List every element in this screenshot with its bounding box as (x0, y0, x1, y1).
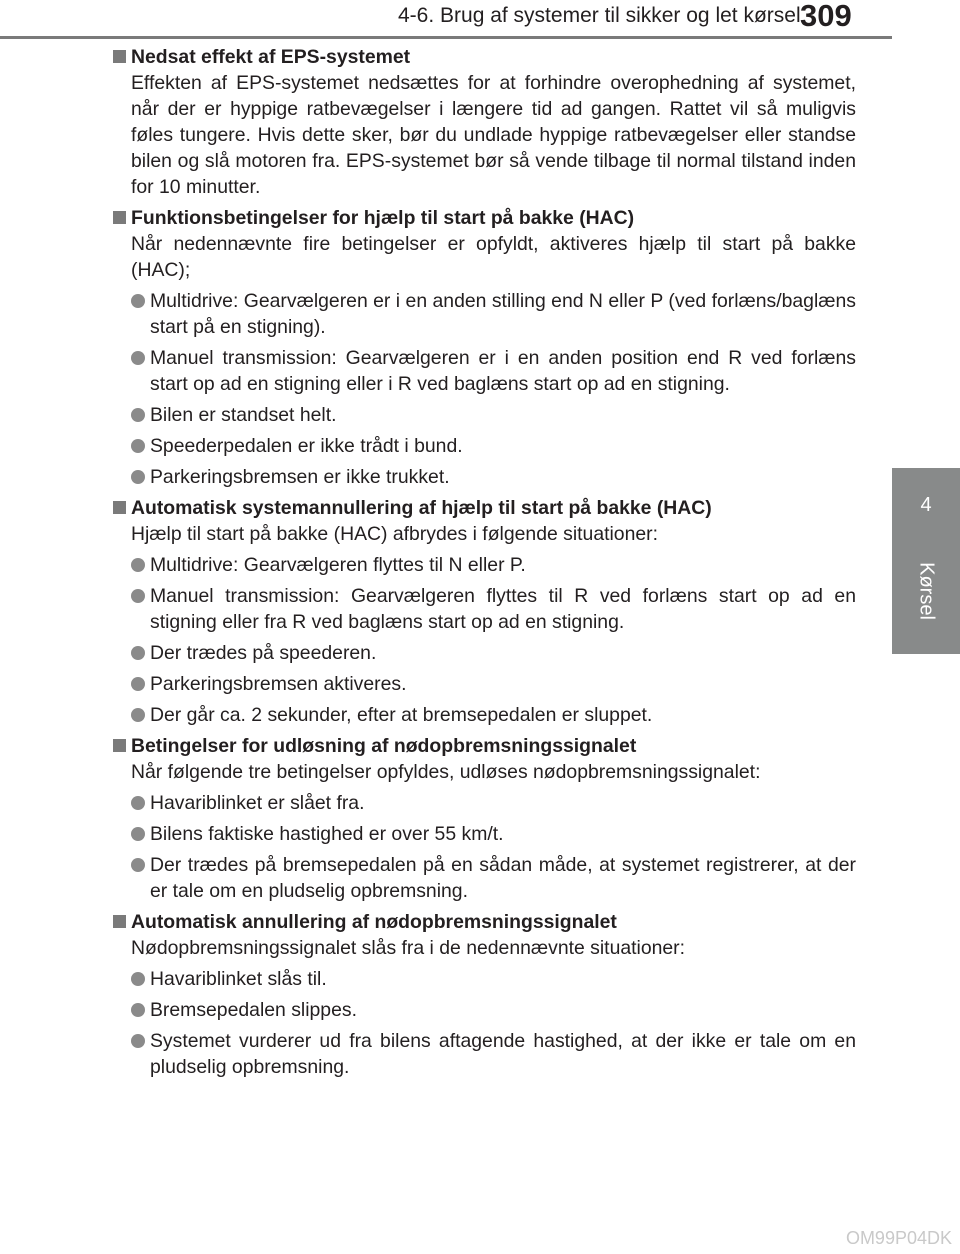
bullet-dot-icon (131, 827, 145, 841)
bullet-list (111, 790, 856, 904)
list-item (111, 790, 856, 816)
list-item (111, 583, 856, 635)
bullet-dot-icon (131, 589, 145, 603)
list-item-text: Bilen er standset helt. (150, 404, 337, 426)
square-bullet-icon (113, 501, 126, 514)
section-heading (111, 205, 856, 231)
bullet-list (111, 552, 856, 728)
section (111, 495, 856, 728)
bullet-dot-icon (131, 708, 145, 722)
list-item (111, 966, 856, 992)
section-paragraph: Når følgende tre betingelser opfyldes, udløses nødopbremsningssignalet: (131, 761, 761, 783)
section-title: 4-6. Brug af systemer til sikker og let kørsel (398, 4, 801, 27)
section-heading (111, 733, 856, 759)
list-item (111, 821, 856, 847)
list-item-text: Speederpedalen er ikke trådt i bund. (150, 435, 463, 457)
bullet-list (111, 966, 856, 1080)
section (111, 733, 856, 904)
list-item-text: Manuel transmission: Gearvælgeren er i en anden position end R ved forlæns start op ad en stigning eller i R ved baglæns start op ad en stigning. (150, 347, 856, 395)
bullet-dot-icon (131, 972, 145, 986)
chapter-tab (892, 468, 960, 654)
list-item (111, 552, 856, 578)
bullet-dot-icon (131, 294, 145, 308)
list-item (111, 671, 856, 697)
list-item (111, 997, 856, 1023)
section-heading-text: Automatisk systemannullering af hjælp til start på bakke (HAC) (131, 497, 712, 519)
section-paragraph: Nødopbremsningssignalet slås fra i de nedennævnte situationer: (131, 937, 686, 959)
bullet-dot-icon (131, 858, 145, 872)
list-item-text: Parkeringsbremsen er ikke trukket. (150, 466, 450, 488)
list-item-text: Manuel transmission: Gearvælgeren flyttes til R ved forlæns start op ad en stigning eller fra R ved baglæns start op ad en stigning. (150, 585, 856, 633)
list-item (111, 464, 856, 490)
section (111, 205, 856, 490)
section-heading-text: Funktionsbetingelser for hjælp til start på bakke (HAC) (131, 207, 635, 229)
chapter-tab-number: 4 (920, 494, 932, 516)
header-rule (0, 36, 892, 39)
section-paragraph: Effekten af EPS-systemet nedsættes for at forhindre overophedning af systemet, når der er hyppige ratbevægelser i længere tid ad gangen. Rattet vil så muligvis føles tungere. Hvis dette sker, bør du undlade hyppige ratbevægelser eller standse bilen og slå motoren fra. EPS-systemet bør så vende tilbage til normal tilstand inden for 10 minutter. (131, 72, 856, 198)
square-bullet-icon (113, 50, 126, 63)
bullet-dot-icon (131, 796, 145, 810)
bullet-dot-icon (131, 677, 145, 691)
square-bullet-icon (113, 915, 126, 928)
section-heading (111, 909, 856, 935)
list-item-text: Der trædes på speederen. (150, 642, 377, 664)
list-item-text: Multidrive: Gearvælgeren er i en anden stilling end N eller P (ved forlæns/baglæns start på en stigning). (150, 290, 856, 338)
section-heading (111, 495, 856, 521)
list-item-text: Systemet vurderer ud fra bilens aftagende hastighed, at der ikke er tale om en pludselig opbremsning. (150, 1030, 856, 1078)
bullet-dot-icon (131, 646, 145, 660)
section-paragraph: Hjælp til start på bakke (HAC) afbrydes i følgende situationer: (131, 523, 659, 545)
section-heading (111, 44, 856, 70)
list-item-text: Havariblinket slås til. (150, 968, 327, 990)
list-item (111, 433, 856, 459)
bullet-dot-icon (131, 1034, 145, 1048)
page-content (111, 44, 856, 1085)
section-paragraph: Når nedennævnte fire betingelser er opfyldt, aktiveres hjælp til start på bakke (HAC); (131, 233, 856, 281)
chapter-tab-label-wrap (906, 564, 946, 618)
bullet-dot-icon (131, 439, 145, 453)
list-item (111, 702, 856, 728)
section-heading-text: Nedsat effekt af EPS-systemet (131, 46, 411, 68)
list-item (111, 852, 856, 904)
square-bullet-icon (113, 739, 126, 752)
bullet-dot-icon (131, 1003, 145, 1017)
section (111, 44, 856, 200)
list-item-text: Havariblinket er slået fra. (150, 792, 365, 814)
page-number: 309 (800, 0, 852, 33)
bullet-dot-icon (131, 351, 145, 365)
list-item-text: Der trædes på bremsepedalen på en sådan måde, at systemet registrerer, at der er tale om en pludselig opbremsning. (150, 854, 856, 902)
section (111, 909, 856, 1080)
list-item-text: Bilens faktiske hastighed er over 55 km/t. (150, 823, 504, 845)
list-item (111, 402, 856, 428)
chapter-tab-label: Kørsel (915, 562, 938, 620)
bullet-dot-icon (131, 408, 145, 422)
footer-watermark: OM99P04DK (845, 1228, 952, 1248)
square-bullet-icon (113, 211, 126, 224)
section-heading-text: Betingelser for udløsning af nødopbremsningssignalet (131, 735, 637, 757)
list-item-text: Bremsepedalen slippes. (150, 999, 357, 1021)
list-item-text: Multidrive: Gearvælgeren flyttes til N eller P. (150, 554, 526, 576)
list-item-text: Parkeringsbremsen aktiveres. (150, 673, 407, 695)
list-item (111, 640, 856, 666)
list-item (111, 1028, 856, 1080)
section-heading-text: Automatisk annullering af nødopbremsningssignalet (131, 911, 617, 933)
list-item (111, 288, 856, 340)
bullet-list (111, 288, 856, 490)
bullet-dot-icon (131, 470, 145, 484)
bullet-dot-icon (131, 558, 145, 572)
list-item-text: Der går ca. 2 sekunder, efter at bremsepedalen er sluppet. (150, 704, 653, 726)
list-item (111, 345, 856, 397)
